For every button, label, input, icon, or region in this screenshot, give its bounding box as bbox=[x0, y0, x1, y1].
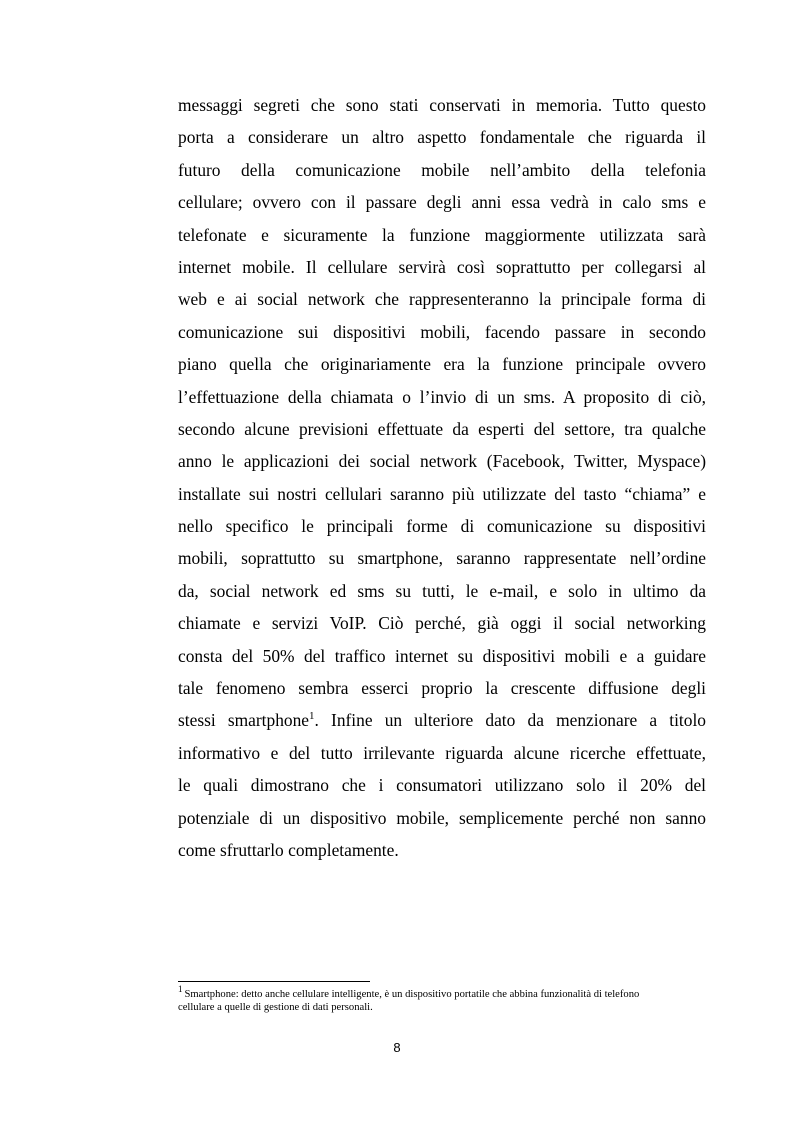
page-number: 8 bbox=[393, 1040, 401, 1055]
body-line: cellulare; ovvero con il passare degli anni essa vedrà in calo sms e bbox=[178, 192, 706, 213]
footnote bbox=[178, 984, 708, 1014]
footnote-reference[interactable]: 1 bbox=[309, 710, 315, 723]
footnote-text: Smartphone: detto anche cellulare intelligente, è un dispositivo portatile che abbina funzionalità di telefono bbox=[184, 989, 640, 1000]
body-line: mobili, soprattutto su smartphone, saranno rappresentate nell’ordine bbox=[178, 548, 706, 569]
body-line: messaggi segreti che sono stati conservati in memoria. Tutto questo bbox=[178, 95, 706, 115]
body-line: secondo alcune previsioni effettuate da esperti del settore, tra qualche bbox=[178, 418, 706, 439]
body-line-with-footnote-ref bbox=[178, 704, 706, 736]
body-line: installate sui nostri cellulari saranno più utilizzate del tasto “chiama” e bbox=[178, 483, 706, 504]
footnote-line bbox=[178, 984, 708, 1001]
body-line: informativo e del tutto irrilevante riguarda alcune ricerche effettuate, bbox=[178, 742, 706, 763]
body-line: comunicazione sui dispositivi mobili, facendo passare in secondo bbox=[178, 321, 706, 342]
body-text-segment: . Infine un ulteriore dato da menzionare a titolo bbox=[314, 710, 706, 731]
body-line: nello specifico le principali forme di comunicazione su dispositivi bbox=[178, 516, 706, 537]
body-line: le quali dimostrano che i consumatori utilizzano solo il 20% del bbox=[178, 775, 706, 796]
body-line: potenziale di un dispositivo mobile, semplicemente perché non sanno bbox=[178, 807, 706, 828]
body-line: chiamate e servizi VoIP. Ciò perché, già oggi il social networking bbox=[178, 613, 706, 634]
body-text-segment: stessi smartphone bbox=[178, 710, 309, 731]
body-line: consta del 50% del traffico internet su dispositivi mobili e a guidare bbox=[178, 645, 706, 666]
body-line: piano quella che originariamente era la funzione principale ovvero bbox=[178, 354, 706, 375]
footnote-number: 1 bbox=[178, 984, 183, 995]
footnote-line: cellulare a quelle di gestione di dati personali. bbox=[178, 1002, 373, 1013]
body-line: futuro della comunicazione mobile nell’ambito della telefonia bbox=[178, 159, 706, 180]
body-line: telefonate e sicuramente la funzione maggiormente utilizzata sarà bbox=[178, 224, 706, 245]
body-line: da, social network ed sms su tutti, le e-mail, e solo in ultimo da bbox=[178, 580, 706, 601]
body-line: internet mobile. Il cellulare servirà così soprattutto per collegarsi al bbox=[178, 256, 706, 277]
body-line: tale fenomeno sembra esserci proprio la crescente diffusione degli bbox=[178, 678, 706, 699]
body-line: anno le applicazioni dei social network (Facebook, Twitter, Myspace) bbox=[178, 451, 706, 472]
footnote-separator bbox=[178, 981, 370, 982]
body-line: l’effettuazione della chiamata o l’invio di un sms. A proposito di ciò, bbox=[178, 386, 706, 407]
body-paragraph bbox=[178, 89, 706, 866]
body-line: web e ai social network che rappresenteranno la principale forma di bbox=[178, 289, 706, 310]
body-line-last: come sfruttarlo completamente. bbox=[178, 839, 399, 860]
body-line: porta a considerare un altro aspetto fondamentale che riguarda il bbox=[178, 127, 706, 148]
